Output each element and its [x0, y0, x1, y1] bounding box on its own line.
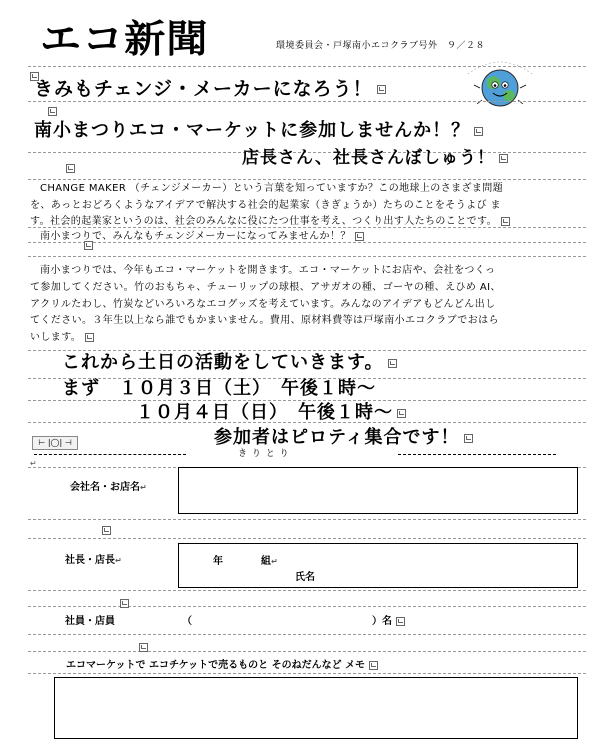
staff-open-paren: （ [182, 616, 192, 627]
grade-label: 年 [213, 556, 223, 567]
memo-field[interactable] [54, 677, 578, 739]
president-field[interactable] [178, 543, 578, 588]
paragraph-mark-icon [499, 154, 508, 163]
newspaper-title: エコ新聞 [40, 17, 209, 61]
paragraph-mark-icon [388, 359, 397, 368]
headline-recruit: 店長さん、社長さんぼしゅう！ [242, 143, 508, 168]
cut-line-left [34, 454, 186, 455]
headline-change-maker: きみもチェンジ・メーカーになろう！ [34, 74, 386, 101]
earth-logo [462, 52, 538, 116]
paragraph-text: CHANGE MAKER （チェンジメーカー）という言葉を知っていますか？この地球上のさまざま問題 [40, 183, 504, 194]
tab-ruler-marker[interactable]: ⊢ |◯| ⊣ [32, 436, 78, 450]
cut-line-right [398, 454, 556, 455]
paragraph-mark-icon [397, 409, 406, 418]
paragraph-mark-icon [464, 434, 473, 443]
paragraph-mark-icon [474, 127, 483, 136]
return-mark-icon: ↵ [30, 459, 37, 468]
issue-info: 環境委員会・戸塚南小エコクラブ号外 ９／２８ [276, 41, 486, 51]
president-label: 社長・店長↵ [65, 555, 122, 566]
paragraph-mark-icon [139, 643, 148, 652]
paragraph-text: てください。３年生以上なら誰でもかまいません。費用、原材料費等は戸塚南小エコクラブでおはら [30, 315, 499, 326]
paragraph-text: て参加してください。竹のおもちゃ、チューリップの球根、アサガオの種、ゴーヤの種、えひめ AI、 [30, 282, 501, 293]
company-name-label: 会社名・お店名↵ [70, 482, 147, 493]
student-name-label: 氏名 [295, 572, 315, 583]
paragraph-mark-icon [48, 107, 57, 116]
schedule-date-2: １０月４日（日） 午後１時～ [136, 398, 406, 424]
paragraph-mark-icon [85, 333, 94, 342]
cut-line-label: き り と り [238, 449, 290, 459]
paragraph-mark-icon [66, 164, 75, 173]
staff-label: 社員・店員 [65, 616, 115, 627]
paragraph-mark-icon [396, 617, 405, 626]
paragraph-mark-icon [501, 217, 510, 226]
paragraph-mark-icon [120, 599, 129, 608]
schedule-date-1: まず １０月３日（土） 午後１時～ [62, 378, 376, 399]
paragraph-text: 南小まつりでは、今年もエコ・マーケットを開きます。エコ・マーケットにお店や、会社をつくっ [40, 265, 496, 276]
paragraph-text: いします。 [30, 329, 94, 346]
staff-count-field[interactable] [196, 610, 366, 626]
staff-count-suffix: ）名 [372, 612, 405, 627]
headline-eco-market: 南小まつりエコ・マーケットに参加しませんか！？ [34, 116, 483, 142]
paragraph-text: アクリルたわし、竹炭などいろいろなエコグッズを考えています。みんなのアイデアもどんどん出し [30, 299, 496, 310]
paragraph-mark-icon [355, 232, 364, 241]
paragraph-text: を、あっとおどろくようなアイデアで解決する社会的起業家（きぎょうか）たちのことをそうよび ま [30, 200, 501, 211]
schedule-intro: これから土日の活動をしていきます。 [62, 348, 397, 374]
paragraph-mark-icon [369, 661, 378, 670]
paragraph-text: す。社会的起業家というのは、社会のみんなに役にたつ仕事を考え、つくり出す人たちのことです。 [30, 213, 510, 230]
class-label: 組↵ [261, 556, 278, 567]
paragraph-mark-icon [377, 85, 386, 94]
paragraph-text: 南小まつりで、みんなもチェンジメーカーになってみませんか！？ [40, 228, 364, 245]
memo-label: エコマーケットで エコチケットで売るものと そのねだんなど メモ [66, 656, 378, 671]
company-name-field[interactable] [178, 467, 578, 514]
meeting-place: 参加者はピロティ集合です！ [214, 423, 473, 449]
paragraph-mark-icon [102, 526, 111, 535]
